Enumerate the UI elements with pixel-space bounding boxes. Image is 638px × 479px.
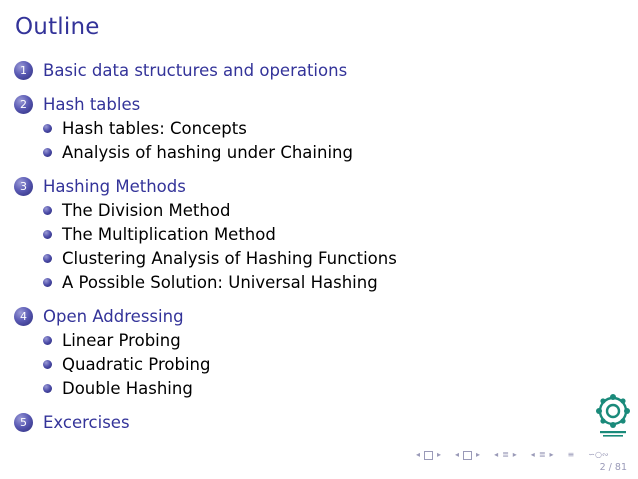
nav-document-icon[interactable]: ≡ <box>567 450 575 459</box>
nav-forward-icon[interactable]: ▸ <box>549 450 554 459</box>
section-number-ball: 4 <box>14 307 33 326</box>
nav-back-icon[interactable]: ◂ <box>494 450 499 459</box>
nav-section-icon: ≣ <box>502 450 509 459</box>
nav-section-icon: ≣ <box>538 450 546 459</box>
bullet-icon <box>43 336 52 345</box>
section-number-ball: 3 <box>14 177 33 196</box>
frame-title: Outline <box>15 14 100 40</box>
nav-forward-icon[interactable]: ▸ <box>437 450 442 459</box>
outline-subsection[interactable] <box>14 270 574 294</box>
nav-subsection-icon <box>463 451 472 460</box>
nav-forward-icon[interactable]: ▸ <box>512 450 517 459</box>
outline-subsection[interactable] <box>14 246 574 270</box>
subsection-label: Hash tables: Concepts <box>62 118 247 138</box>
page-total: 81 <box>614 462 627 473</box>
subsection-label: Analysis of hashing under Chaining <box>62 142 353 162</box>
subsection-label: The Division Method <box>62 200 231 220</box>
bullet-icon <box>43 278 52 287</box>
outline-subsection[interactable] <box>14 222 574 246</box>
bullet-icon <box>43 124 52 133</box>
outline-section-2[interactable] <box>14 92 574 116</box>
subsection-label: Linear Probing <box>62 330 181 350</box>
page-separator: / <box>608 462 612 473</box>
bullet-icon <box>43 230 52 239</box>
page-current: 2 <box>599 462 606 473</box>
outline-section-4[interactable] <box>14 304 574 328</box>
section-number-ball: 5 <box>14 413 33 432</box>
outline-section-1[interactable] <box>14 58 574 82</box>
cinvestav-logo <box>592 394 634 440</box>
section-label: Hash tables <box>43 94 141 114</box>
outline-subsection[interactable] <box>14 140 574 164</box>
section-label: Open Addressing <box>43 306 184 326</box>
subsection-label: Clustering Analysis of Hashing Functions <box>62 248 397 268</box>
bullet-icon <box>43 206 52 215</box>
nav-back-icon[interactable]: ◂ <box>530 450 535 459</box>
outline <box>14 58 574 434</box>
subsection-label: Double Hashing <box>62 378 193 398</box>
outline-section-5[interactable] <box>14 410 574 434</box>
outline-subsection[interactable] <box>14 116 574 140</box>
section-number-ball: 2 <box>14 95 33 114</box>
bullet-icon <box>43 254 52 263</box>
outline-subsection[interactable] <box>14 328 574 352</box>
bullet-icon <box>43 360 52 369</box>
nav-search-icon[interactable]: ∽○∾ <box>588 450 609 459</box>
outline-section-3[interactable] <box>14 174 574 198</box>
nav-back-icon[interactable]: ◂ <box>416 450 421 459</box>
bullet-icon <box>43 148 52 157</box>
nav-back-icon[interactable]: ◂ <box>455 450 460 459</box>
nav-frame-icon <box>424 451 433 460</box>
outline-subsection[interactable] <box>14 198 574 222</box>
subsection-label: A Possible Solution: Universal Hashing <box>62 272 378 292</box>
outline-subsection[interactable] <box>14 352 574 376</box>
outline-subsection[interactable] <box>14 376 574 400</box>
beamer-navigation-bar <box>416 449 613 461</box>
subsection-label: Quadratic Probing <box>62 354 211 374</box>
section-label: Excercises <box>43 412 130 432</box>
section-label: Hashing Methods <box>43 176 186 196</box>
nav-forward-icon[interactable]: ▸ <box>476 450 481 459</box>
page-number <box>600 462 627 473</box>
bullet-icon <box>43 384 52 393</box>
subsection-label: The Multiplication Method <box>62 224 276 244</box>
section-number-ball: 1 <box>14 61 33 80</box>
section-label: Basic data structures and operations <box>43 60 348 80</box>
